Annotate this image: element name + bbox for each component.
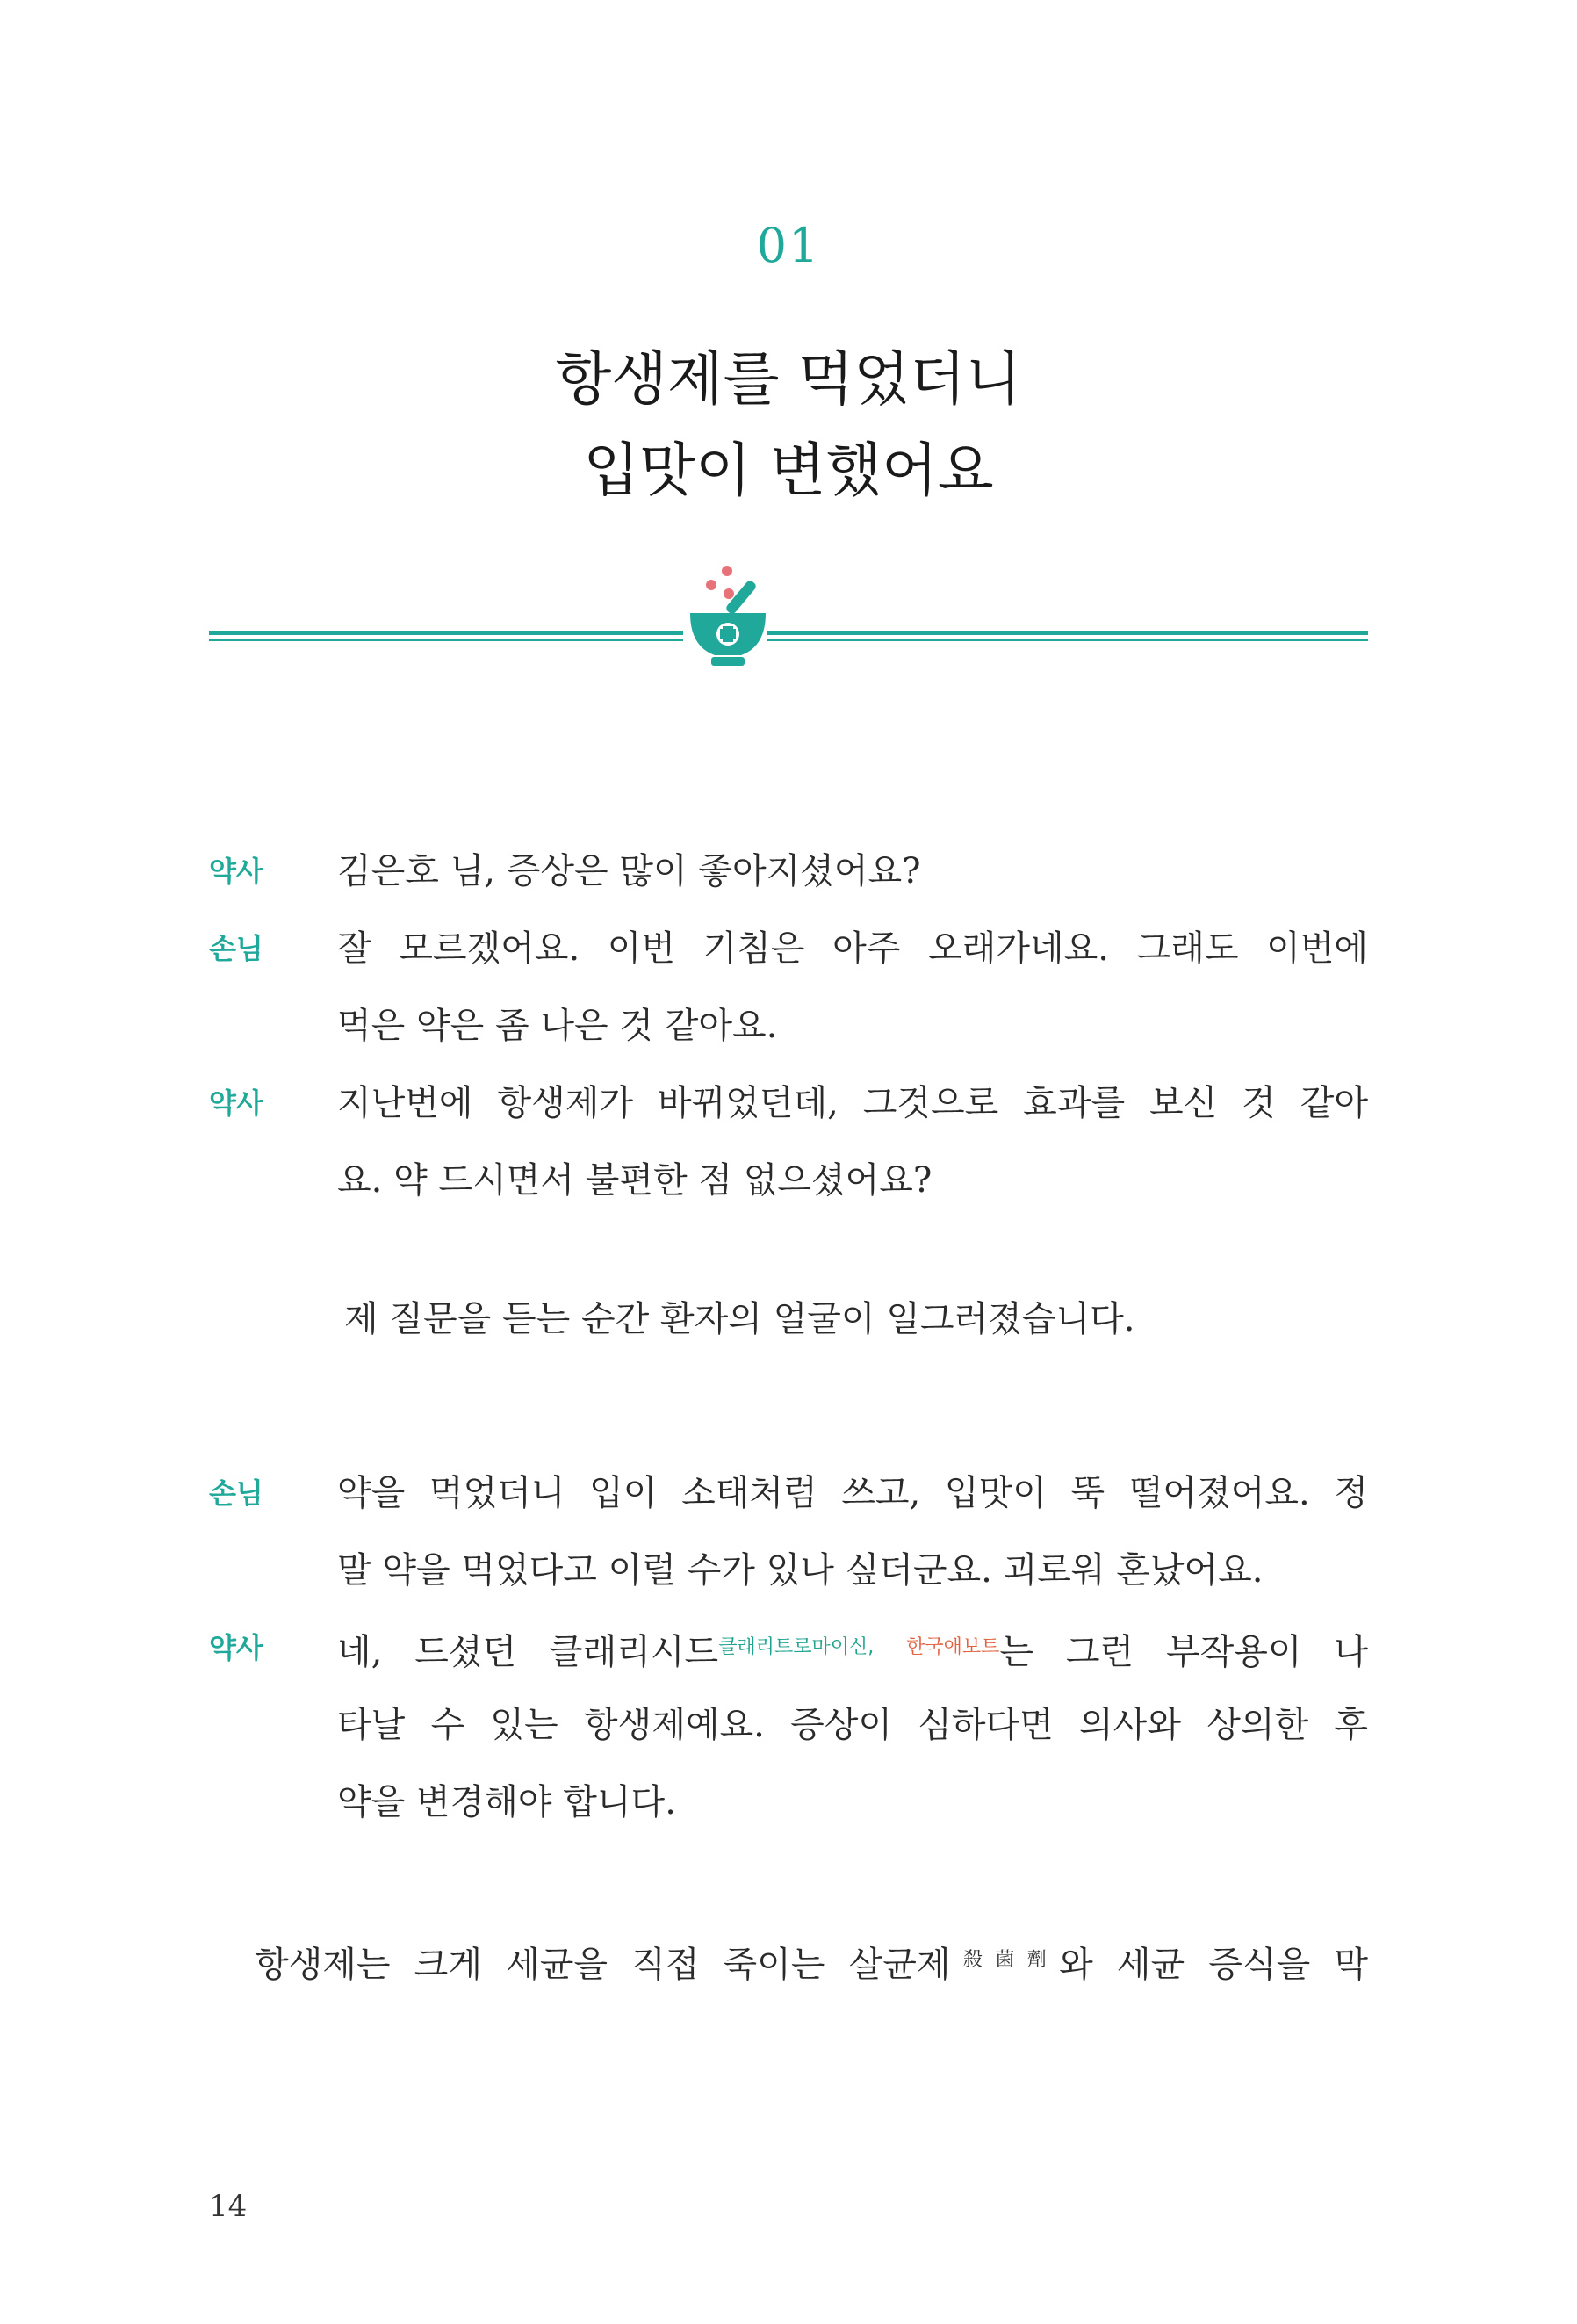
generic-name-note: 클래리트로마이신, bbox=[718, 1636, 875, 1658]
dialog-line bbox=[209, 987, 1368, 1065]
dialog-text: 요. 약 드시면서 불편한 점 없으셨어요? bbox=[337, 1160, 933, 1201]
dialog-text: 김은호 님, 증상은 많이 좋아지셨어요? bbox=[337, 851, 921, 891]
dialog-text: 타날 수 있는 항생제예요. 증상이 심하다면 의사와 상의한 후 bbox=[337, 1705, 1368, 1745]
chapter-divider bbox=[209, 559, 1368, 673]
dialog-text: 약을 먹었더니 입이 소태처럼 쓰고, 입맛이 뚝 떨어졌어요. 정 bbox=[337, 1473, 1368, 1513]
body-text-part: 와 세균 증식을 막 bbox=[1059, 1945, 1368, 1985]
company-name-note: 한국애보트 bbox=[906, 1636, 1000, 1658]
dialog-text: 약을 변경해야 합니다. bbox=[337, 1782, 676, 1822]
dialog-line bbox=[209, 1686, 1368, 1764]
speaker-label: 손님 bbox=[209, 932, 263, 965]
dialog-text-part: 는 그런 부작용이 나 bbox=[999, 1632, 1369, 1672]
body-paragraph bbox=[255, 1922, 1368, 2003]
dialog-text-part: 네, 드셨던 클래리시드 bbox=[337, 1632, 719, 1672]
divider-left-rule bbox=[209, 631, 683, 641]
chapter-number: 01 bbox=[756, 218, 821, 273]
chapter-title-line-2: 입맛이 변했어요 bbox=[583, 437, 994, 504]
dialog-text: 말 약을 먹었다고 이럴 수가 있나 싶더군요. 괴로워 혼났어요. bbox=[337, 1550, 1264, 1591]
divider-right-rule bbox=[767, 631, 1368, 641]
dialog-text bbox=[337, 1609, 1368, 1691]
page-number: 14 bbox=[209, 2189, 248, 2224]
dialog-2 bbox=[209, 1454, 1368, 1841]
narration-text: 제 질문을 듣는 순간 환자의 얼굴이 일그러졌습니다. bbox=[344, 1299, 1135, 1339]
speaker-label: 약사 bbox=[209, 855, 263, 888]
speaker-label: 약사 bbox=[209, 1086, 263, 1120]
dialog-line bbox=[209, 1532, 1368, 1609]
dialog-line bbox=[209, 1142, 1368, 1219]
chapter-title-line-1: 항생제를 먹었더니 bbox=[555, 345, 1022, 413]
dialog-line bbox=[209, 1609, 1368, 1686]
dialog-text: 잘 모르겠어요. 이번 기침은 아주 오래가네요. 그래도 이번에 bbox=[337, 928, 1368, 969]
dialog-text: 먹은 약은 좀 나은 것 같아요. bbox=[337, 1006, 778, 1046]
dialog-line bbox=[209, 1764, 1368, 1841]
chapter-title bbox=[0, 334, 1577, 516]
body-text-part: 항생제는 크게 세균을 직접 죽이는 살균제 bbox=[255, 1945, 951, 1985]
dialog-1 bbox=[209, 833, 1368, 1219]
hanja-note: 殺菌劑 bbox=[950, 1949, 1060, 1971]
dialog-line bbox=[209, 833, 1368, 910]
dialog-line bbox=[209, 910, 1368, 987]
dialog-line bbox=[209, 1065, 1368, 1142]
speaker-label: 약사 bbox=[209, 1631, 263, 1664]
dialog-line bbox=[209, 1454, 1368, 1532]
speaker-label: 손님 bbox=[209, 1476, 263, 1510]
mortar-pestle-icon bbox=[690, 566, 766, 666]
dialog-text: 지난번에 항생제가 바뀌었던데, 그것으로 효과를 보신 것 같아 bbox=[337, 1083, 1368, 1123]
